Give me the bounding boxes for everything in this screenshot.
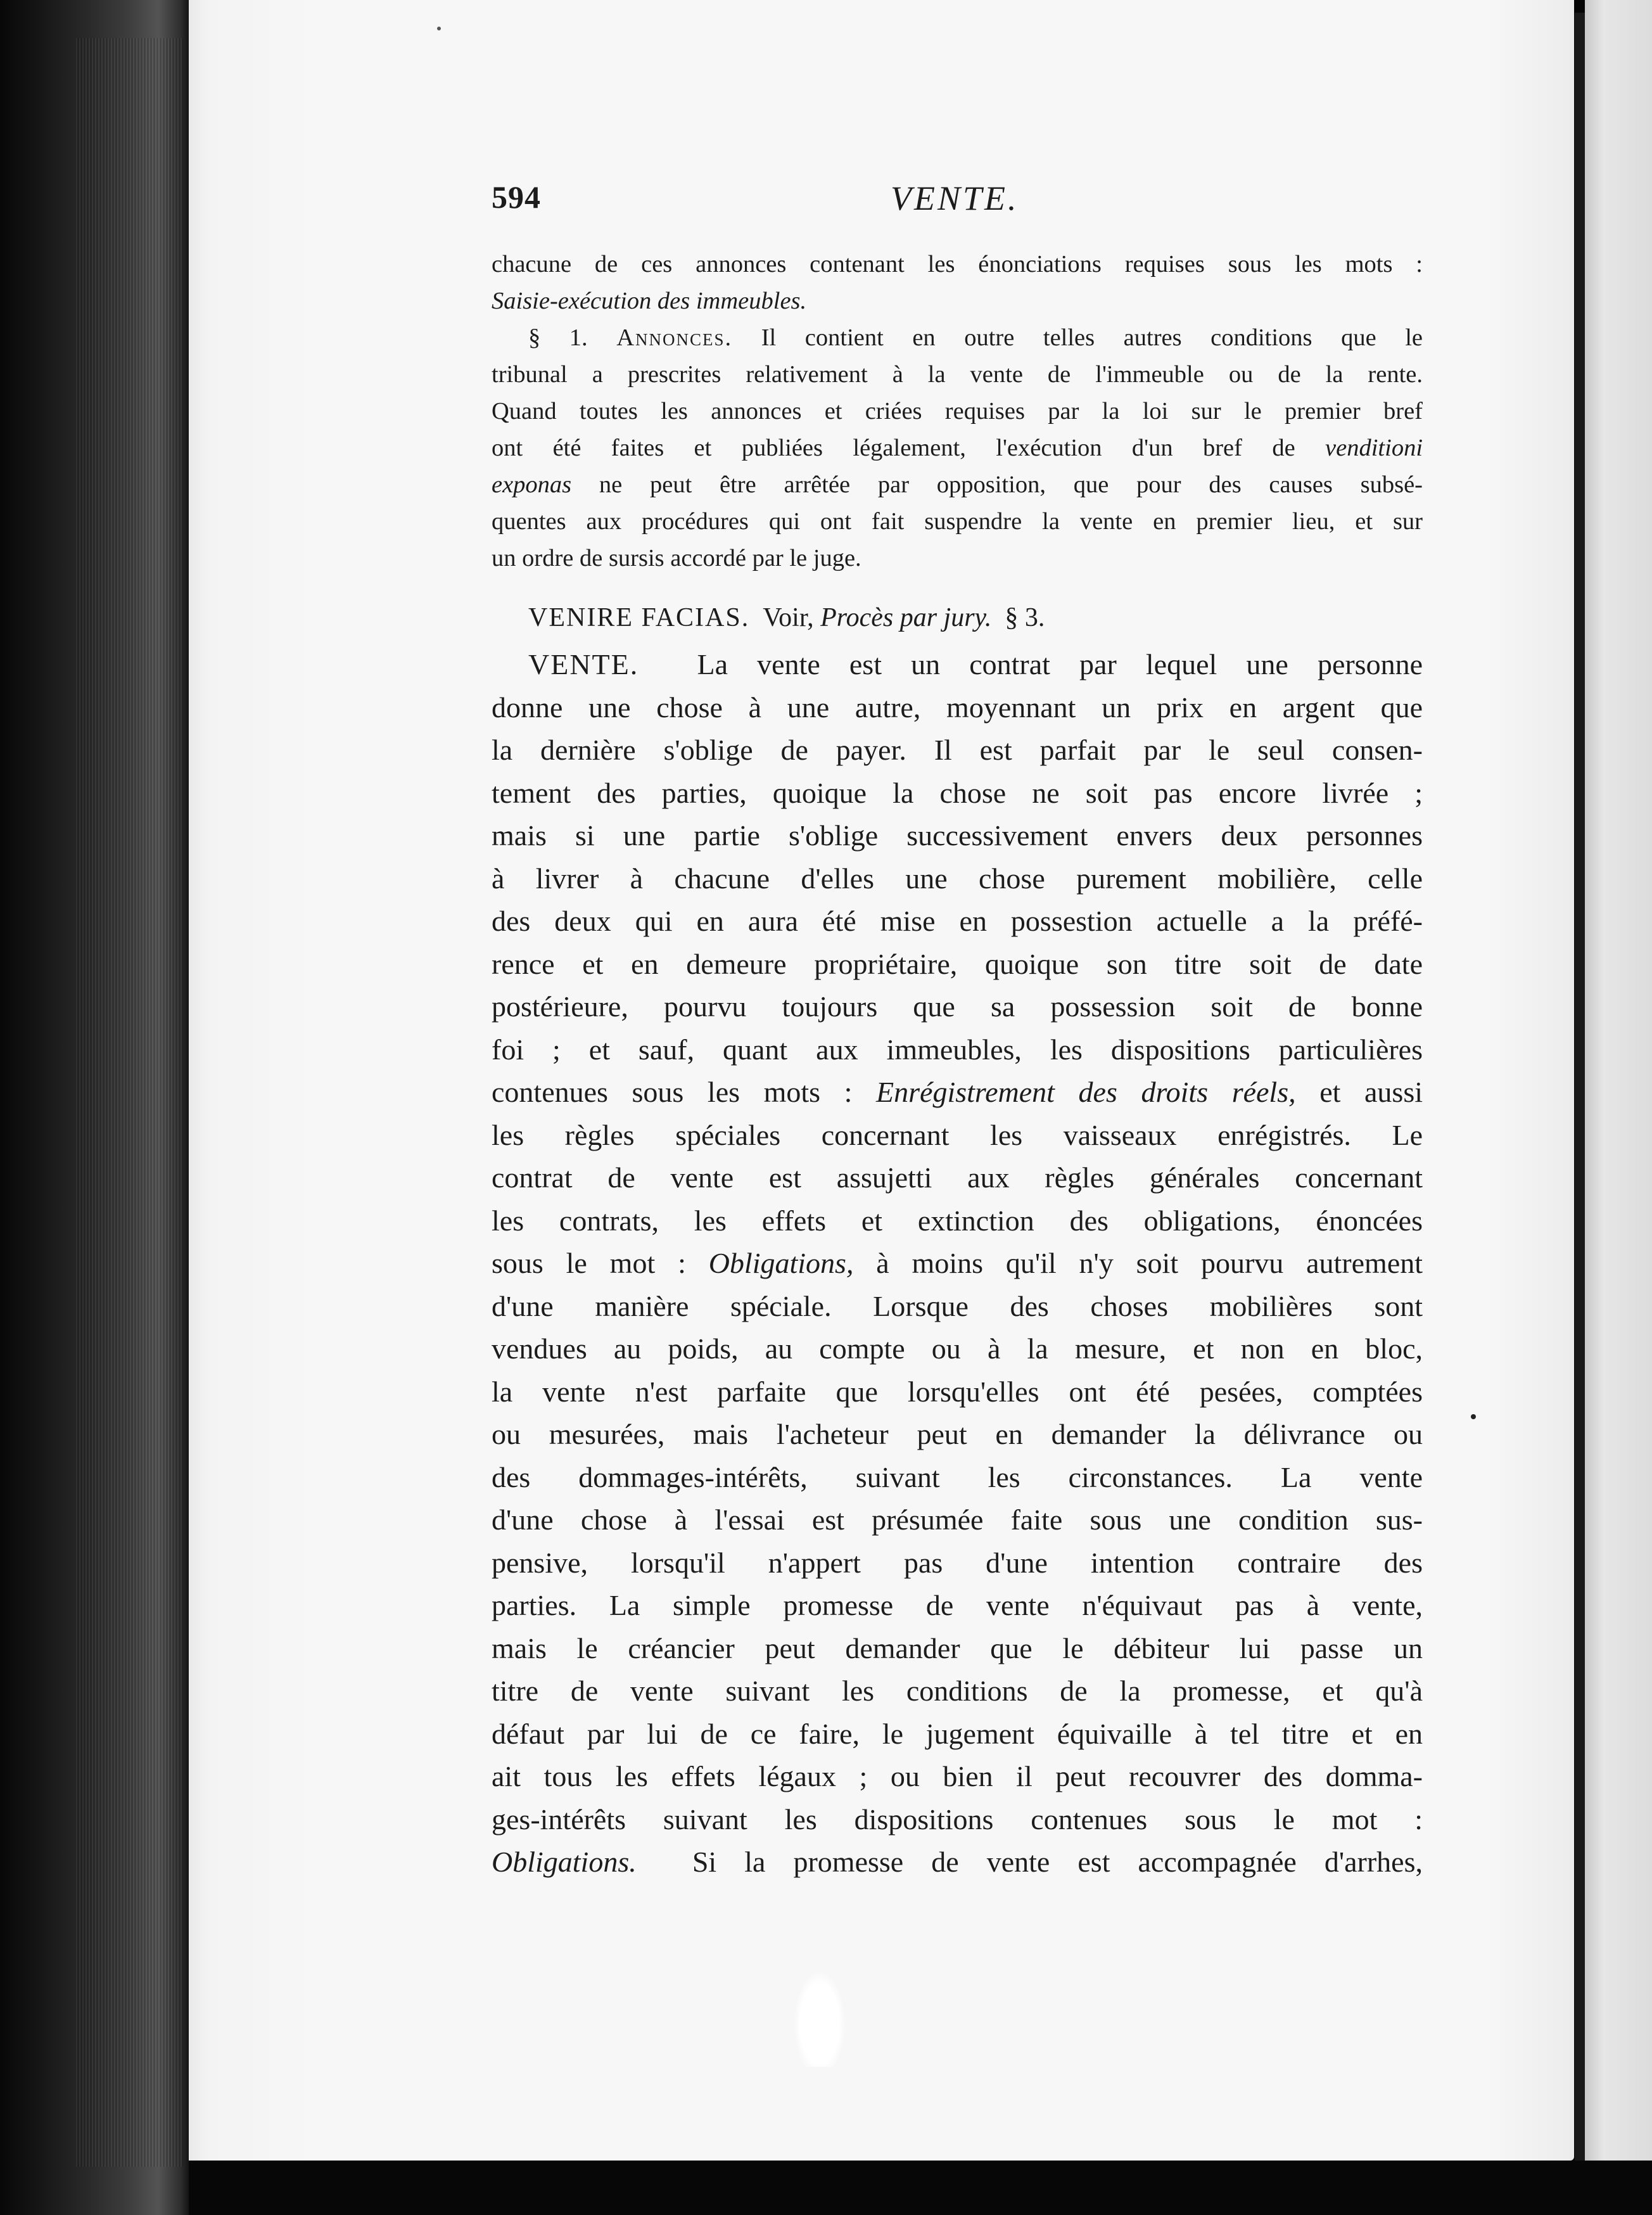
ink-speck — [437, 27, 441, 30]
text-line: ait tous les effets légaux ; ou bien il peut recouvrer des domma- — [492, 1760, 1423, 1792]
text-line: postérieure, pourvu toujours que sa possession soit de bonne — [492, 990, 1423, 1023]
annonces-section — [492, 246, 1423, 577]
italic-reference: Saisie-exécution des immeubles. — [492, 288, 807, 314]
page-edges — [76, 38, 184, 2167]
text-line: des dommages-intérêts, suivant les circonstances. La vente — [492, 1460, 1423, 1493]
paper-stain — [794, 1972, 845, 2067]
text-line: à livrer à chacune d'elles une chose purement mobilière, celle — [492, 862, 1423, 895]
section-heading: Annonces. — [616, 324, 733, 351]
facing-page — [1585, 0, 1652, 2215]
italic-reference: Obligations, — [708, 1247, 854, 1279]
text-line: défaut par lui de ce faire, le jugement équivaille à tel titre et en — [492, 1717, 1423, 1750]
text-line: VENIRE FACIAS. Voir, Procès par jury. § 3. — [528, 603, 1045, 632]
text-line: VENTE. La vente est un contrat par lequel une personne — [528, 648, 1423, 680]
text-line: Quand toutes les annonces et criées requises par la loi sur le premier bref — [492, 398, 1423, 424]
text-line: Obligations. Si la promesse de vente est accompagnée d'arrhes, — [492, 1846, 1423, 1878]
text-line: parties. La simple promesse de vente n'équivaut pas à vente, — [492, 1589, 1423, 1621]
italic-reference: exponas — [492, 471, 572, 498]
book-binding — [0, 0, 190, 2215]
text-line: un ordre de sursis accordé par le juge. — [492, 545, 861, 571]
venire-facias-entry — [492, 598, 1423, 637]
ink-speck — [1471, 1414, 1476, 1419]
text-line: ges-intérêts suivant les dispositions contenues sous le mot : — [492, 1803, 1423, 1835]
vente-entry — [492, 643, 1423, 1884]
text-line: exponas ne peut être arrêtée par opposition, que pour des causes subsé- — [492, 471, 1423, 498]
italic-reference: venditioni — [1325, 435, 1423, 461]
text-line: quentes aux procédures qui ont fait suspendre la vente en premier lieu, et sur — [492, 508, 1423, 535]
text-line: des deux qui en aura été mise en possestion actuelle a la préfé- — [492, 905, 1423, 937]
italic-reference: Obligations. — [492, 1846, 637, 1878]
entry-head: VENIRE FACIAS. — [528, 603, 750, 632]
text-line: mais le créancier peut demander que le débiteur lui passe un — [492, 1631, 1423, 1664]
running-title: VENTE. — [891, 179, 1019, 217]
page-header — [492, 179, 1426, 229]
text-line: d'une chose à l'essai est présumée faite sous une condition sus- — [492, 1503, 1423, 1536]
text-line: la vente n'est parfaite que lorsqu'elles ont été pesées, comptées — [492, 1375, 1423, 1408]
text-line: vendues au poids, au compte ou à la mesure, et non en bloc, — [492, 1332, 1423, 1365]
text-line: sous le mot : Obligations, à moins qu'il n'y soit pourvu autrement — [492, 1247, 1423, 1279]
scan-bottom-margin — [189, 2161, 1652, 2215]
text-line: contenues sous les mots : Enrégistrement des droits réels, et aussi — [492, 1076, 1423, 1108]
text-line: contrat de vente est assujetti aux règles générales concernant — [492, 1161, 1423, 1194]
text-line: la dernière s'oblige de payer. Il est parfait par le seul consen- — [492, 734, 1423, 766]
text-line: les règles spéciales concernant les vaisseaux enrégistrés. Le — [492, 1118, 1423, 1151]
text-line: d'une manière spéciale. Lorsque des choses mobilières sont — [492, 1289, 1423, 1322]
text-line: titre de vente suivant les conditions de la promesse, et qu'à — [492, 1675, 1423, 1707]
entry-head: VENTE. — [528, 648, 639, 680]
italic-reference: Procès par jury. — [820, 603, 992, 632]
text-line: tribunal a prescrites relativement à la vente de l'immeuble ou de la rente. — [492, 361, 1423, 388]
text-line — [492, 283, 1423, 319]
text-line: ou mesurées, mais l'acheteur peut en demander la délivrance ou — [492, 1418, 1423, 1450]
text-line: donne une chose à une autre, moyennant un prix en argent que — [492, 691, 1423, 724]
italic-reference: Enrégistrement des droits réels, — [876, 1076, 1296, 1108]
text-line: ont été faites et publiées légalement, l'exécution d'un bref de venditioni — [492, 435, 1423, 461]
text-line: rence et en demeure propriétaire, quoique son titre soit de date — [492, 947, 1423, 980]
facing-page-edge — [1575, 13, 1585, 2167]
text-line: chacune de ces annonces contenant les énonciations requises sous les mots : — [492, 251, 1423, 278]
text-line: § 1. Annonces. Il contient en outre telles autres conditions que le — [528, 324, 1423, 351]
text-line: mais si une partie s'oblige successivement envers deux personnes — [492, 819, 1423, 852]
text-line: pensive, lorsqu'il n'appert pas d'une intention contraire des — [492, 1546, 1423, 1579]
text-line: les contrats, les effets et extinction des obligations, énoncées — [492, 1204, 1423, 1237]
section-marker: § 1. — [528, 324, 588, 351]
text-line: tement des parties, quoique la chose ne soit pas encore livrée ; — [492, 776, 1423, 809]
text-line: foi ; et sauf, quant aux immeubles, les dispositions particulières — [492, 1033, 1423, 1066]
page-number: 594 — [492, 179, 541, 215]
